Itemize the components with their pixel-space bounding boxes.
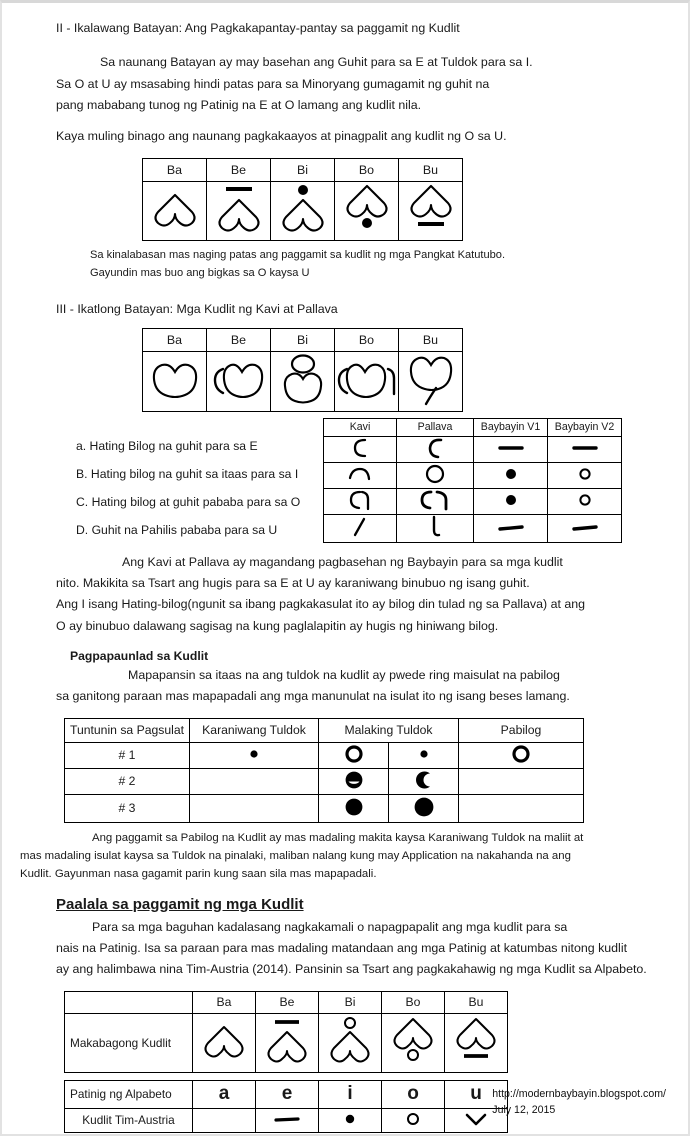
header-bo: Bo bbox=[335, 328, 399, 351]
section-2-heading: II - Ikalawang Batayan: Ang Pagkakapantay-pantay sa paggamit ng Kudlit bbox=[56, 21, 460, 35]
s3-line2: nito. Makikita sa Tsart ang hugis para sa E at U ay karaniwang binubuo ng isang guhit. bbox=[56, 576, 530, 591]
table-row bbox=[65, 768, 584, 794]
header-kavi: Kavi bbox=[324, 418, 397, 436]
pallava-i-glyph bbox=[397, 462, 474, 488]
vowel-u: u bbox=[445, 1080, 508, 1108]
header-blank bbox=[65, 991, 193, 1013]
final-glyph-be bbox=[256, 1013, 319, 1072]
header-bo: Bo bbox=[382, 991, 445, 1013]
pagpapaunlad-heading: Pagpapaunlad sa Kudlit bbox=[70, 649, 209, 663]
table-row-glyphs bbox=[143, 351, 463, 411]
cell-malaking-b-3 bbox=[389, 794, 459, 822]
footer-date: July 12, 2015 bbox=[492, 1103, 556, 1116]
footer-url: http://modernbaybayin.blogspot.com/ bbox=[492, 1088, 666, 1101]
table-row-headers bbox=[65, 718, 584, 742]
final-glyph-bo bbox=[382, 1013, 445, 1072]
row-label-3: # 3 bbox=[65, 794, 190, 822]
section-2-note bbox=[90, 247, 670, 283]
table-row-headers bbox=[143, 158, 463, 181]
glyph-kavi-be bbox=[207, 351, 271, 411]
pallava-u-glyph bbox=[397, 514, 474, 542]
header-malaking-tuldok: Malaking Tuldok bbox=[319, 718, 459, 742]
section-3-heading: III - Ikatlong Batayan: Mga Kudlit ng Kavi at Pallava bbox=[56, 302, 338, 317]
header-baybayin-v2: Baybayin V2 bbox=[548, 418, 622, 436]
final-glyph-bi bbox=[319, 1013, 382, 1072]
alpabeto-kudlit-table bbox=[64, 1080, 508, 1133]
header-pabilog: Pabilog bbox=[459, 718, 584, 742]
tim-kudlit-i bbox=[319, 1108, 382, 1132]
pl-line3: ay ang halimbawa nina Tim-Austria (2014). Pansinin sa Tsart ang pagkakahawig ng mga Kudlit sa Alpabeto. bbox=[56, 962, 647, 977]
table-row-glyphs bbox=[143, 181, 463, 240]
list-item: a. Hating Bilog na guhit para sa E bbox=[76, 438, 258, 453]
cell-malaking-a-2 bbox=[319, 768, 389, 794]
glyph-bu bbox=[399, 181, 463, 240]
glyph-be bbox=[207, 181, 271, 240]
final-glyph-ba bbox=[193, 1013, 256, 1072]
baybayin-v1-o-glyph bbox=[474, 488, 548, 514]
kavi-pallava-table bbox=[323, 418, 622, 543]
list-item: D. Guhit na Pahilis pababa para sa U bbox=[76, 522, 278, 537]
row-label-2: # 2 bbox=[65, 768, 190, 794]
header-bo: Bo bbox=[335, 158, 399, 181]
table-row-e bbox=[324, 436, 622, 462]
glyph-bo bbox=[335, 181, 399, 240]
header-bi: Bi bbox=[271, 158, 335, 181]
glyph-ba bbox=[143, 181, 207, 240]
syllable-table-kavi-pallava bbox=[142, 328, 463, 412]
s2-note-line1: Sa kinalabasan mas naging patas ang paggamit sa kudlit ng mga Pangkat Katutubo. bbox=[90, 248, 506, 261]
pagpapaunlad-after-paragraph bbox=[20, 829, 670, 883]
cell-karaniwang-1 bbox=[190, 742, 319, 768]
paalala-heading: Paalala sa paggamit ng mga Kudlit bbox=[56, 895, 304, 913]
baybayin-v2-i-glyph bbox=[548, 462, 622, 488]
baybayin-v2-e-glyph bbox=[548, 436, 622, 462]
header-bi: Bi bbox=[271, 328, 335, 351]
table-row-headers bbox=[143, 328, 463, 351]
kavi-pallava-section bbox=[20, 418, 670, 538]
baybayin-v1-e-glyph bbox=[474, 436, 548, 462]
s2-p1-line3: pang mababang tunog ng Patinig na E at O lamang ang kudlit nila. bbox=[56, 97, 422, 112]
s3-line3: Ang I isang Hating-bilog(ngunit sa ibang pagkakasulat ito ay bilog din tulad ng sa Pallava) at ang bbox=[56, 597, 586, 612]
glyph-bi bbox=[271, 181, 335, 240]
table-row-headers bbox=[324, 418, 622, 436]
cell-malaking-a-3 bbox=[319, 794, 389, 822]
header-tuntunin: Tuntunin sa Pagsulat bbox=[65, 718, 190, 742]
s2-p1-line2: Sa O at U ay msasabing hindi patas para sa Minoryang gumagamit ng guhit na bbox=[56, 76, 490, 91]
kavi-o-glyph bbox=[324, 488, 397, 514]
baybayin-v1-u-glyph bbox=[474, 514, 548, 542]
pa-line3: Kudlit. Gayunman nasa gagamit parin kung saan sila mas mapapadali. bbox=[20, 867, 377, 880]
vowel-a: a bbox=[193, 1080, 256, 1108]
s3-line4: O ay binubuo dalawang sagisag na kung paglalapitin ay hugis ng hiniwang bilog. bbox=[56, 618, 499, 633]
final-glyph-bu bbox=[445, 1013, 508, 1072]
header-bu: Bu bbox=[399, 328, 463, 351]
pallava-e-glyph bbox=[397, 436, 474, 462]
kavi-u-glyph bbox=[324, 514, 397, 542]
pallava-o-glyph bbox=[397, 488, 474, 514]
pa-line2: mas madaling isulat kaysa sa Tuldok na pinalaki, maliban nalang kung may Application na nakahanda na ang bbox=[20, 849, 571, 862]
cell-pabilog-3 bbox=[459, 794, 584, 822]
pg-line1: Mapapansin sa itaas na ang tuldok na kudlit ay pwede ring maisulat na pabilog bbox=[128, 668, 560, 682]
table-row-headers bbox=[65, 991, 508, 1013]
tim-kudlit-e bbox=[256, 1108, 319, 1132]
paalala-paragraph bbox=[56, 917, 670, 981]
cell-malaking-b-1 bbox=[389, 742, 459, 768]
cell-pabilog-1 bbox=[459, 742, 584, 768]
header-baybayin-v1: Baybayin V1 bbox=[474, 418, 548, 436]
header-ba: Ba bbox=[143, 328, 207, 351]
makabagong-kudlit-table bbox=[64, 991, 508, 1073]
list-item: C. Hating bilog at guhit pababa para sa O bbox=[76, 494, 301, 509]
table-row-makabagong bbox=[65, 1013, 508, 1072]
header-ba: Ba bbox=[143, 158, 207, 181]
pa-line1: Ang paggamit sa Pabilog na Kudlit ay mas madaling makita kaysa Karaniwang Tuldok na maliit at bbox=[92, 831, 584, 844]
header-bu: Bu bbox=[445, 991, 508, 1013]
row-label-makabagong-kudlit: Makabagong Kudlit bbox=[65, 1013, 193, 1072]
row-label-1: # 1 bbox=[65, 742, 190, 768]
glyph-kavi-bu bbox=[399, 351, 463, 411]
section-3-paragraph bbox=[56, 552, 670, 637]
vowel-e: e bbox=[256, 1080, 319, 1108]
tim-kudlit-a bbox=[193, 1108, 256, 1132]
pl-line2: nais na Patinig. Isa sa paraan para mas madaling matandaan ang mga Patinig at katumbas nitong kudlit bbox=[56, 941, 628, 956]
baybayin-v1-i-glyph bbox=[474, 462, 548, 488]
cell-pabilog-2 bbox=[459, 768, 584, 794]
glyph-kavi-bi bbox=[271, 351, 335, 411]
header-pallava: Pallava bbox=[397, 418, 474, 436]
s3-line1: Ang Kavi at Pallava ay magandang pagbasehan ng Baybayin para sa mga kudlit bbox=[122, 554, 563, 569]
header-be: Be bbox=[256, 991, 319, 1013]
table-row bbox=[65, 794, 584, 822]
table-row-tim-austria bbox=[65, 1108, 508, 1132]
kavi-i-glyph bbox=[324, 462, 397, 488]
list-item: B. Hating bilog na guhit sa itaas para sa I bbox=[76, 466, 299, 481]
header-ba: Ba bbox=[193, 991, 256, 1013]
table-row-i bbox=[324, 462, 622, 488]
tuntunin-table bbox=[64, 718, 584, 823]
row-label-kudlit-tim-austria: Kudlit Tim-Austria bbox=[65, 1108, 193, 1132]
baybayin-v2-u-glyph bbox=[548, 514, 622, 542]
table-row-o bbox=[324, 488, 622, 514]
vowel-i: i bbox=[319, 1080, 382, 1108]
cell-karaniwang-2 bbox=[190, 768, 319, 794]
cell-malaking-a-1 bbox=[319, 742, 389, 768]
s2-note-line2: Gayundin mas buo ang bigkas sa O kaysa U bbox=[90, 266, 310, 279]
table-row-u bbox=[324, 514, 622, 542]
table-row bbox=[65, 742, 584, 768]
row-label-patinig-ng-alpabeto: Patinig ng Alpabeto bbox=[65, 1080, 193, 1108]
kavi-e-glyph bbox=[324, 436, 397, 462]
glyph-kavi-bo bbox=[335, 351, 399, 411]
vowel-o: o bbox=[382, 1080, 445, 1108]
pagpapaunlad-paragraph bbox=[56, 665, 670, 708]
baybayin-v2-o-glyph bbox=[548, 488, 622, 514]
header-bu: Bu bbox=[399, 158, 463, 181]
tim-kudlit-o bbox=[382, 1108, 445, 1132]
section-2-paragraph-1 bbox=[56, 52, 670, 116]
table-row-patinig bbox=[65, 1080, 508, 1108]
footer bbox=[492, 1087, 666, 1118]
syllable-table-modern bbox=[142, 158, 463, 241]
header-karaniwang-tuldok: Karaniwang Tuldok bbox=[190, 718, 319, 742]
section-2-paragraph-2: Kaya muling binago ang naunang pagkakaayos at pinagpalit ang kudlit ng O sa U. bbox=[56, 129, 507, 144]
header-be: Be bbox=[207, 158, 271, 181]
cell-karaniwang-3 bbox=[190, 794, 319, 822]
pl-line1: Para sa mga baguhan kadalasang nagkakamali o napagpapalit ang mga kudlit para sa bbox=[92, 919, 568, 934]
s2-p1-line1: Sa naunang Batayan ay may basehan ang Guhit para sa E at Tuldok para sa I. bbox=[100, 55, 533, 70]
pg-line2: sa ganitong paraan mas mapapadali ang mga manunulat na isulat ito ng isang beses lamang. bbox=[56, 689, 570, 704]
header-bi: Bi bbox=[319, 991, 382, 1013]
cell-malaking-b-2 bbox=[389, 768, 459, 794]
glyph-kavi-ba bbox=[143, 351, 207, 411]
header-be: Be bbox=[207, 328, 271, 351]
